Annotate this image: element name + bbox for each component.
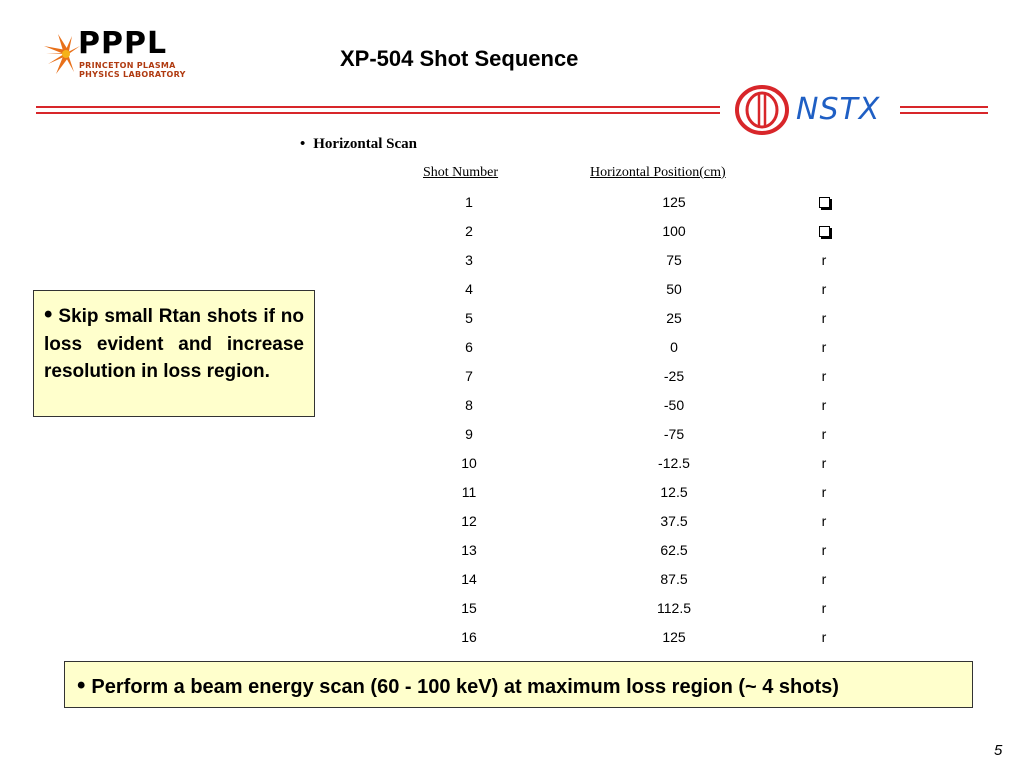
horizontal-position-cell: 87.5 <box>660 571 688 587</box>
section-heading <box>300 136 417 153</box>
horizontal-position-cell: 0 <box>670 339 678 355</box>
status-mark-cell: r <box>821 368 827 384</box>
horizontal-position-cell: 125 <box>662 629 686 645</box>
note-box-left <box>33 290 315 417</box>
pppl-logo-subtitle-1: PRINCETON PLASMA <box>79 61 176 70</box>
status-mark-cell: r <box>821 310 827 326</box>
status-mark-cell: r <box>821 571 827 587</box>
pppl-logo-text: PPPL <box>78 26 168 61</box>
horizontal-position-cell: 75 <box>666 252 682 268</box>
horizontal-position-cell: 50 <box>666 281 682 297</box>
status-mark-cell: r <box>821 339 827 355</box>
shot-number-cell: 2 <box>465 223 473 239</box>
shot-number-cell: 4 <box>465 281 473 297</box>
column-header-horizontal-position: Horizontal Position(cm) <box>590 165 726 180</box>
shot-number-cell: 9 <box>465 426 473 442</box>
horizontal-position-cell: 12.5 <box>660 484 688 500</box>
section-bullet: • <box>300 136 306 152</box>
pppl-logo-subtitle-2: PHYSICS LABORATORY <box>79 70 186 79</box>
horizontal-position-cell: -25 <box>663 368 685 384</box>
horizontal-position-cell: 25 <box>666 310 682 326</box>
horizontal-position-cell: -75 <box>663 426 685 442</box>
status-mark-cell: r <box>821 426 827 442</box>
slide-title: XP-504 Shot Sequence <box>340 46 579 71</box>
shot-number-cell: 7 <box>465 368 473 384</box>
shot-number-cell: 8 <box>465 397 473 413</box>
shot-number-cell: 11 <box>461 484 477 500</box>
shot-number-cell: 14 <box>461 571 477 587</box>
horizontal-position-cell: 125 <box>662 194 686 210</box>
horizontal-position-cell: 100 <box>662 223 686 239</box>
note-bullet: • <box>77 672 86 699</box>
note-bottom-text: Perform a beam energy scan (60 - 100 keV) at maximum loss region (~ 4 shots) <box>91 676 839 698</box>
status-mark-cell <box>810 223 838 239</box>
shot-number-cell: 3 <box>465 252 473 268</box>
horizontal-position-cell: -12.5 <box>658 455 690 471</box>
horizontal-position-cell: 37.5 <box>660 513 688 529</box>
status-mark-cell: r <box>821 542 827 558</box>
section-heading-text: Horizontal Scan <box>313 136 418 152</box>
note-box-bottom <box>64 661 973 708</box>
checkbox-mark-icon <box>819 226 830 237</box>
shot-number-cell: 15 <box>461 600 477 616</box>
pppl-logo <box>44 26 186 82</box>
note-left-text: Skip small Rtan shots if no loss evident and increase resolution in loss region. <box>44 306 304 382</box>
status-mark-cell: r <box>821 629 827 645</box>
shot-number-cell: 10 <box>461 455 477 471</box>
header-rule-right <box>900 106 988 116</box>
shot-number-cell: 5 <box>465 310 473 326</box>
status-mark-cell: r <box>821 600 827 616</box>
checkbox-mark-icon <box>819 197 830 208</box>
shot-number-cell: 6 <box>465 339 473 355</box>
status-mark-cell: r <box>821 397 827 413</box>
shot-number-cell: 13 <box>461 542 477 558</box>
status-mark-cell: r <box>821 281 827 297</box>
status-mark-cell: r <box>821 455 827 471</box>
shot-number-cell: 16 <box>461 629 477 645</box>
status-mark-cell: r <box>821 252 827 268</box>
horizontal-position-cell: -50 <box>663 397 685 413</box>
status-mark-cell <box>810 194 838 210</box>
shot-number-cell: 1 <box>465 194 473 210</box>
status-mark-cell: r <box>821 513 827 529</box>
page-number: 5 <box>994 742 1003 759</box>
header-rule-left <box>36 106 720 116</box>
horizontal-position-cell: 62.5 <box>660 542 688 558</box>
nstx-logo-text: NSTX <box>796 92 881 127</box>
horizontal-position-cell: 112.5 <box>657 600 691 616</box>
column-header-shot-number: Shot Number <box>423 165 499 180</box>
status-mark-cell: r <box>821 484 827 500</box>
note-bullet: • <box>44 301 53 328</box>
nstx-emblem-icon <box>734 84 790 136</box>
shot-number-cell: 12 <box>461 513 477 529</box>
